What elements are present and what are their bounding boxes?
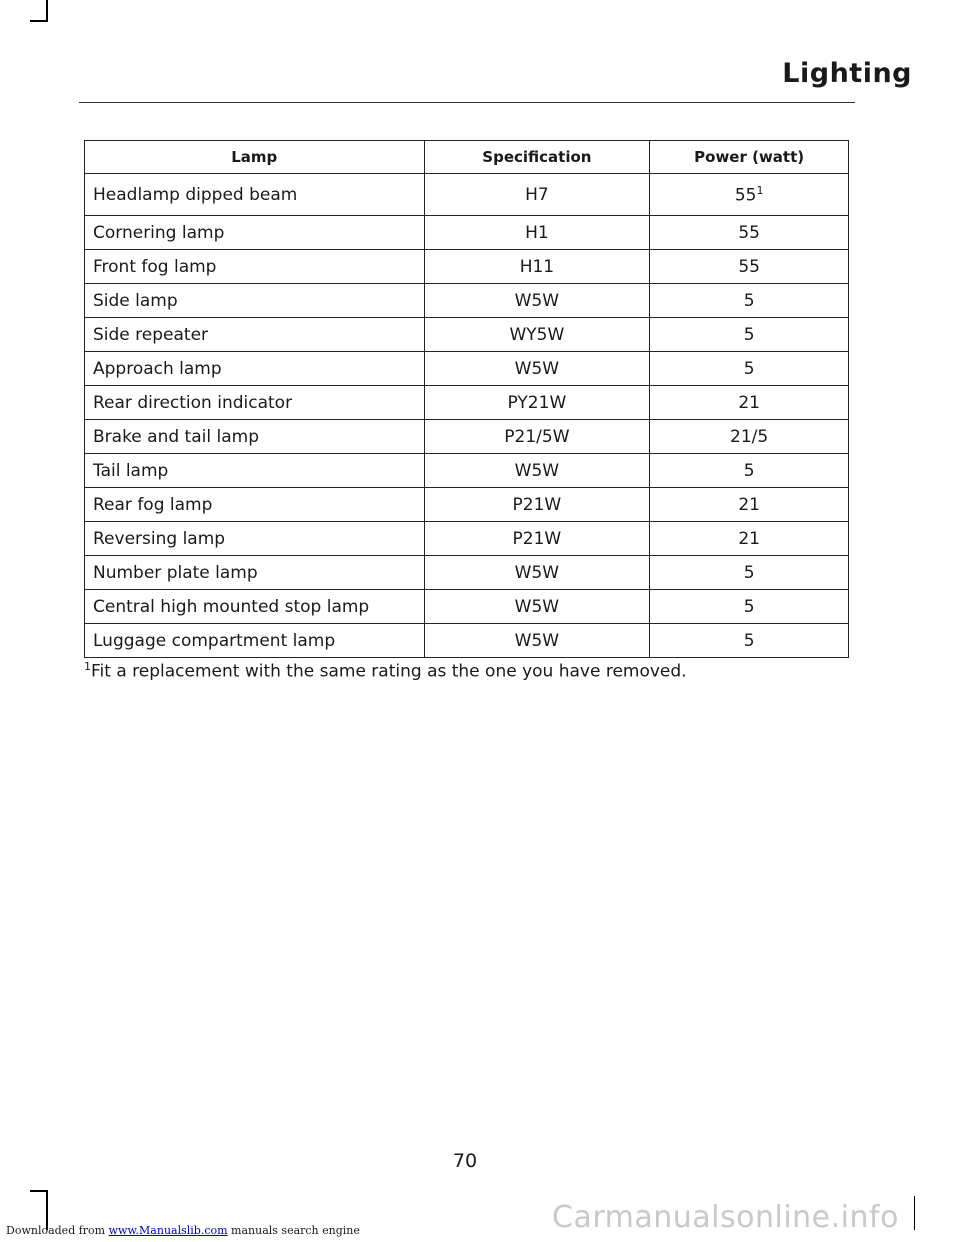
specification-cell: PY21W xyxy=(424,386,650,420)
lamp-cell: Reversing lamp xyxy=(85,522,425,556)
crop-mark-bottom-left-horizontal xyxy=(30,1190,48,1192)
lamp-cell: Headlamp dipped beam xyxy=(85,174,425,216)
power-cell: 5 xyxy=(650,352,849,386)
lamp-cell: Tail lamp xyxy=(85,454,425,488)
specification-cell: W5W xyxy=(424,590,650,624)
specification-cell: W5W xyxy=(424,624,650,658)
table-header-row xyxy=(85,141,849,174)
lamp-cell: Rear fog lamp xyxy=(85,488,425,522)
table-row xyxy=(85,454,849,488)
footnote-text: Fit a replacement with the same rating as the one you have removed. xyxy=(91,661,687,682)
table-row xyxy=(85,488,849,522)
table-row xyxy=(85,522,849,556)
power-cell: 21 xyxy=(650,488,849,522)
footnote-marker: 1 xyxy=(84,660,91,673)
power-cell: 21 xyxy=(650,522,849,556)
power-cell: 55 xyxy=(650,216,849,250)
table-row xyxy=(85,284,849,318)
power-cell: 5 xyxy=(650,318,849,352)
lamp-cell: Approach lamp xyxy=(85,352,425,386)
specification-cell: H7 xyxy=(424,174,650,216)
table-row xyxy=(85,352,849,386)
table-row xyxy=(85,174,849,216)
lamp-cell: Front fog lamp xyxy=(85,250,425,284)
power-cell xyxy=(650,174,849,216)
table-row xyxy=(85,624,849,658)
power-cell: 5 xyxy=(650,454,849,488)
power-cell: 5 xyxy=(650,624,849,658)
lamp-cell: Cornering lamp xyxy=(85,216,425,250)
power-cell: 21 xyxy=(650,386,849,420)
column-header-lamp: Lamp xyxy=(85,141,425,174)
lamp-cell: Brake and tail lamp xyxy=(85,420,425,454)
table-row xyxy=(85,590,849,624)
crop-mark-bottom-right-vertical xyxy=(914,1196,915,1230)
crop-mark-top-left-horizontal xyxy=(30,20,48,22)
lamp-cell: Side lamp xyxy=(85,284,425,318)
column-header-specification: Specification xyxy=(424,141,650,174)
specification-cell: P21W xyxy=(424,522,650,556)
lamp-specification-table xyxy=(84,140,849,658)
table-row xyxy=(85,216,849,250)
specification-cell: WY5W xyxy=(424,318,650,352)
table-row xyxy=(85,556,849,590)
power-cell: 5 xyxy=(650,590,849,624)
page-number: 70 xyxy=(452,1150,478,1172)
specification-cell: P21/5W xyxy=(424,420,650,454)
download-footer xyxy=(6,1224,360,1237)
lamp-cell: Central high mounted stop lamp xyxy=(85,590,425,624)
power-cell: 5 xyxy=(650,556,849,590)
column-header-power: Power (watt) xyxy=(650,141,849,174)
lamp-cell: Rear direction indicator xyxy=(85,386,425,420)
table-row xyxy=(85,318,849,352)
crop-mark-top-left-vertical xyxy=(46,0,48,22)
lamp-cell: Number plate lamp xyxy=(85,556,425,590)
power-cell: 55 xyxy=(650,250,849,284)
header-divider xyxy=(79,102,855,103)
footnote xyxy=(84,660,687,682)
specification-cell: W5W xyxy=(424,284,650,318)
manualslib-link[interactable]: www.Manualslib.com xyxy=(108,1224,228,1237)
page-title: Lighting xyxy=(782,58,912,89)
watermark-logo: Carmanualsonline.info xyxy=(552,1200,899,1235)
specification-cell: W5W xyxy=(424,454,650,488)
table-row xyxy=(85,250,849,284)
specification-cell: H1 xyxy=(424,216,650,250)
power-cell: 21/5 xyxy=(650,420,849,454)
lamp-cell: Luggage compartment lamp xyxy=(85,624,425,658)
footer-prefix: Downloaded from xyxy=(6,1224,109,1237)
specification-cell: P21W xyxy=(424,488,650,522)
footnote-marker: 1 xyxy=(756,183,764,197)
power-cell: 5 xyxy=(650,284,849,318)
specification-cell: H11 xyxy=(424,250,650,284)
specification-cell: W5W xyxy=(424,556,650,590)
lamp-cell: Side repeater xyxy=(85,318,425,352)
footer-suffix: manuals search engine xyxy=(227,1224,360,1237)
table-row xyxy=(85,386,849,420)
power-value: 55 xyxy=(734,185,757,206)
specification-cell: W5W xyxy=(424,352,650,386)
table-row xyxy=(85,420,849,454)
